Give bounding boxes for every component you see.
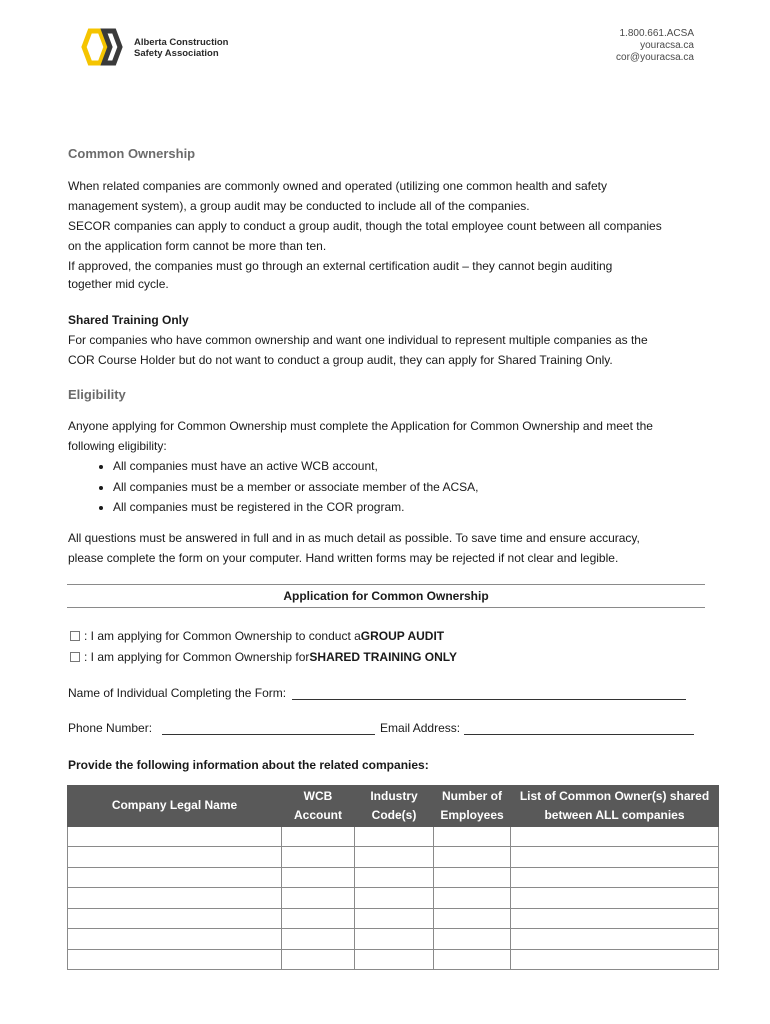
table-cell[interactable] xyxy=(511,867,719,888)
name-label: Name of Individual Completing the Form: xyxy=(68,685,287,700)
table-row xyxy=(68,888,719,909)
table-cell[interactable] xyxy=(434,929,511,950)
contact-phone: 1.800.661.ACSA xyxy=(619,28,694,39)
table-cell[interactable] xyxy=(434,888,511,909)
shared-training-option[interactable] xyxy=(68,647,704,668)
table-row xyxy=(68,867,719,888)
table-cell[interactable] xyxy=(68,888,282,909)
para1-line2: management system), a group audit may be conducted to include all of the companies. xyxy=(68,199,530,213)
phone-email-row xyxy=(68,721,704,735)
table-cell[interactable] xyxy=(282,847,355,868)
shared-training-checkbox[interactable] xyxy=(70,652,80,662)
phone-input[interactable] xyxy=(162,721,375,735)
table-cell[interactable] xyxy=(68,867,282,888)
col-wcb-account: WCB Account xyxy=(282,785,355,826)
table-cell[interactable] xyxy=(434,826,511,847)
eligibility-heading: Eligibility xyxy=(68,387,126,402)
table-cell[interactable] xyxy=(282,949,355,970)
common-ownership-heading: Common Ownership xyxy=(68,146,196,161)
para2-line2: on the application form cannot be more than ten. xyxy=(68,239,327,253)
para3-line1: If approved, the companies must go through an external certification audit – they cannot begin auditing xyxy=(68,259,613,273)
table-cell[interactable] xyxy=(355,929,434,950)
para3-line2: together mid cycle. xyxy=(68,277,169,291)
email-label: Email Address: xyxy=(380,720,461,735)
letterhead xyxy=(0,0,770,90)
shared-line1: For companies who have common ownership and want one individual to represent multiple companies as the xyxy=(68,333,648,347)
table-cell[interactable] xyxy=(434,847,511,868)
para2-line1: SECOR companies can apply to conduct a group audit, though the total employee count between all companies xyxy=(68,219,662,233)
org-name-line2: Safety Association xyxy=(134,48,219,59)
shared-line2: COR Course Holder but do not want to conduct a group audit, they can apply for Shared Training Only. xyxy=(68,353,613,367)
col-industry-codes: Industry Code(s) xyxy=(355,785,434,826)
name-field-row xyxy=(68,686,704,700)
table-cell[interactable] xyxy=(355,867,434,888)
col-common-owners: List of Common Owner(s) shared between ALL companies xyxy=(511,785,719,826)
shared-training-label-bold: SHARED TRAINING ONLY xyxy=(309,649,457,664)
eligibility-intro-line1: Anyone applying for Common Ownership must complete the Application for Common Ownership and meet the xyxy=(68,419,653,433)
email-input[interactable] xyxy=(464,721,694,735)
table-row xyxy=(68,826,719,847)
col-number-of-employees: Number of Employees xyxy=(434,785,511,826)
table-cell[interactable] xyxy=(282,908,355,929)
table-cell[interactable] xyxy=(355,847,434,868)
table-row xyxy=(68,908,719,929)
table-row xyxy=(68,949,719,970)
eligibility-item: • All companies must be a member or associate member of the ACSA, xyxy=(113,477,704,498)
document-body xyxy=(68,145,710,970)
instructions-line1: All questions must be answered in full and in as much detail as possible. To save time and ensure accuracy, xyxy=(68,530,640,545)
eligibility-item: • All companies must be registered in the COR program. xyxy=(113,497,704,518)
table-cell[interactable] xyxy=(68,826,282,847)
application-title-bar xyxy=(67,584,705,608)
organization-name xyxy=(134,37,228,59)
contact-block xyxy=(616,28,694,64)
table-body xyxy=(68,826,719,970)
table-cell[interactable] xyxy=(68,949,282,970)
companies-instruction: Provide the following information about the related companies: xyxy=(68,757,429,772)
table-cell[interactable] xyxy=(282,888,355,909)
table-cell[interactable] xyxy=(511,929,719,950)
contact-email[interactable]: cor@youracsa.ca xyxy=(616,52,694,63)
phone-label: Phone Number: xyxy=(68,720,153,735)
table-cell[interactable] xyxy=(511,908,719,929)
table-cell[interactable] xyxy=(68,847,282,868)
instructions-line2: please complete the form on your computer. Hand written forms may be rejected if not clear and legible. xyxy=(68,550,619,565)
table-cell[interactable] xyxy=(68,929,282,950)
group-audit-checkbox[interactable] xyxy=(70,631,80,641)
shared-training-heading: Shared Training Only xyxy=(68,313,189,327)
table-cell[interactable] xyxy=(434,908,511,929)
group-audit-option[interactable] xyxy=(68,626,704,647)
table-cell[interactable] xyxy=(434,867,511,888)
table-cell[interactable] xyxy=(355,888,434,909)
org-name-line1: Alberta Construction xyxy=(134,37,229,48)
acsa-logo-icon xyxy=(80,27,126,67)
para1-line1: When related companies are commonly owned and operated (utilizing one common health and safety xyxy=(68,179,607,193)
table-cell[interactable] xyxy=(511,949,719,970)
table-cell[interactable] xyxy=(511,826,719,847)
table-cell[interactable] xyxy=(511,847,719,868)
contact-website[interactable]: youracsa.ca xyxy=(640,40,694,51)
name-input[interactable] xyxy=(292,686,686,700)
shared-training-label: : I am applying for Common Ownership for xyxy=(84,649,310,664)
eligibility-item: • All companies must have an active WCB account, xyxy=(113,456,704,477)
eligibility-intro-line2: following eligibility: xyxy=(68,439,167,453)
table-cell[interactable] xyxy=(434,949,511,970)
table-header-row xyxy=(68,785,719,826)
table-cell[interactable] xyxy=(511,888,719,909)
table-cell[interactable] xyxy=(355,826,434,847)
table-cell[interactable] xyxy=(282,867,355,888)
table-row xyxy=(68,847,719,868)
table-cell[interactable] xyxy=(68,908,282,929)
table-row xyxy=(68,929,719,950)
group-audit-label: : I am applying for Common Ownership to conduct a xyxy=(84,628,361,643)
table-cell[interactable] xyxy=(282,929,355,950)
application-title: Application for Common Ownership xyxy=(283,588,489,603)
table-cell[interactable] xyxy=(355,908,434,929)
eligibility-list xyxy=(68,456,704,518)
group-audit-label-bold: GROUP AUDIT xyxy=(360,628,445,643)
related-companies-table xyxy=(67,785,719,971)
table-cell[interactable] xyxy=(282,826,355,847)
table-cell[interactable] xyxy=(355,949,434,970)
col-company-legal-name: Company Legal Name xyxy=(68,785,282,826)
